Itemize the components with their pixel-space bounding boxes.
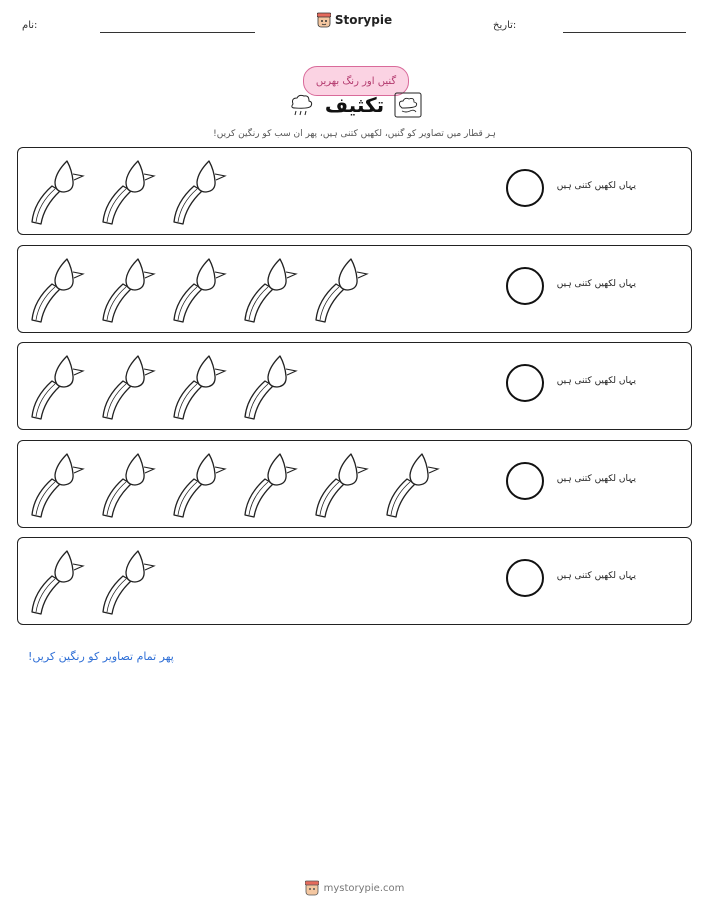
condensation-drop-icon[interactable] [97,351,156,421]
condensation-drop-icon[interactable] [239,351,298,421]
counting-row [17,342,692,430]
page-title: تکثیف [324,93,385,117]
picture-group [26,449,440,519]
date-line[interactable] [563,32,686,33]
counting-row [17,440,692,528]
brand-name: Storypie [334,13,393,27]
condensation-drop-icon[interactable] [26,449,85,519]
answer-circle[interactable] [506,462,544,500]
condensation-drop-icon[interactable] [26,351,85,421]
condensation-drop-icon[interactable] [310,254,369,324]
footer-site[interactable]: mystorypie.com [323,882,405,894]
cloud-drops-icon [287,92,315,118]
condensation-drop-icon[interactable] [97,546,156,616]
condensation-drop-icon[interactable] [26,156,85,226]
condensation-drop-icon[interactable] [168,449,227,519]
title-row [0,92,709,118]
brand-logo [0,12,709,28]
answer-label: یہاں لکھیں کتنی ہیں [556,279,636,289]
answer-label: یہاں لکھیں کتنی ہیں [556,474,636,484]
condensation-drop-icon[interactable] [239,449,298,519]
cloud-sketch-icon [394,92,422,118]
condensation-drop-icon[interactable] [26,254,85,324]
picture-group [26,254,369,324]
date-label: تاریخ: [493,20,517,31]
picture-group [26,546,156,616]
counting-row [17,147,692,235]
condensation-drop-icon[interactable] [97,156,156,226]
name-line[interactable] [100,32,255,33]
counting-row [17,245,692,333]
answer-label: یہاں لکھیں کتنی ہیں [556,571,636,581]
storypie-mascot-icon [317,12,331,28]
answer-circle[interactable] [506,559,544,597]
condensation-drop-icon[interactable] [97,449,156,519]
condensation-drop-icon[interactable] [310,449,369,519]
footer-note: پھر تمام تصاویر کو رنگین کریں! [28,650,174,663]
activity-pill-label: گنیں اور رنگ بھریں [315,75,397,87]
instructions: ہر قطار میں تصاویر کو گنیں، لکھیں کتنی ہیں، پھر ان سب کو رنگین کریں! [213,129,496,139]
picture-group [26,351,298,421]
answer-label: یہاں لکھیں کتنی ہیں [556,181,636,191]
answer-circle[interactable] [506,364,544,402]
answer-circle[interactable] [506,267,544,305]
picture-group [26,156,227,226]
condensation-drop-icon[interactable] [168,254,227,324]
condensation-drop-icon[interactable] [381,449,440,519]
footer [0,880,709,896]
storypie-mascot-icon [305,880,319,896]
condensation-drop-icon[interactable] [168,156,227,226]
answer-label: یہاں لکھیں کتنی ہیں [556,376,636,386]
answer-circle[interactable] [506,169,544,207]
condensation-drop-icon[interactable] [97,254,156,324]
condensation-drop-icon[interactable] [26,546,85,616]
counting-row [17,537,692,625]
name-label: نام: [22,20,38,31]
condensation-drop-icon[interactable] [168,351,227,421]
condensation-drop-icon[interactable] [239,254,298,324]
